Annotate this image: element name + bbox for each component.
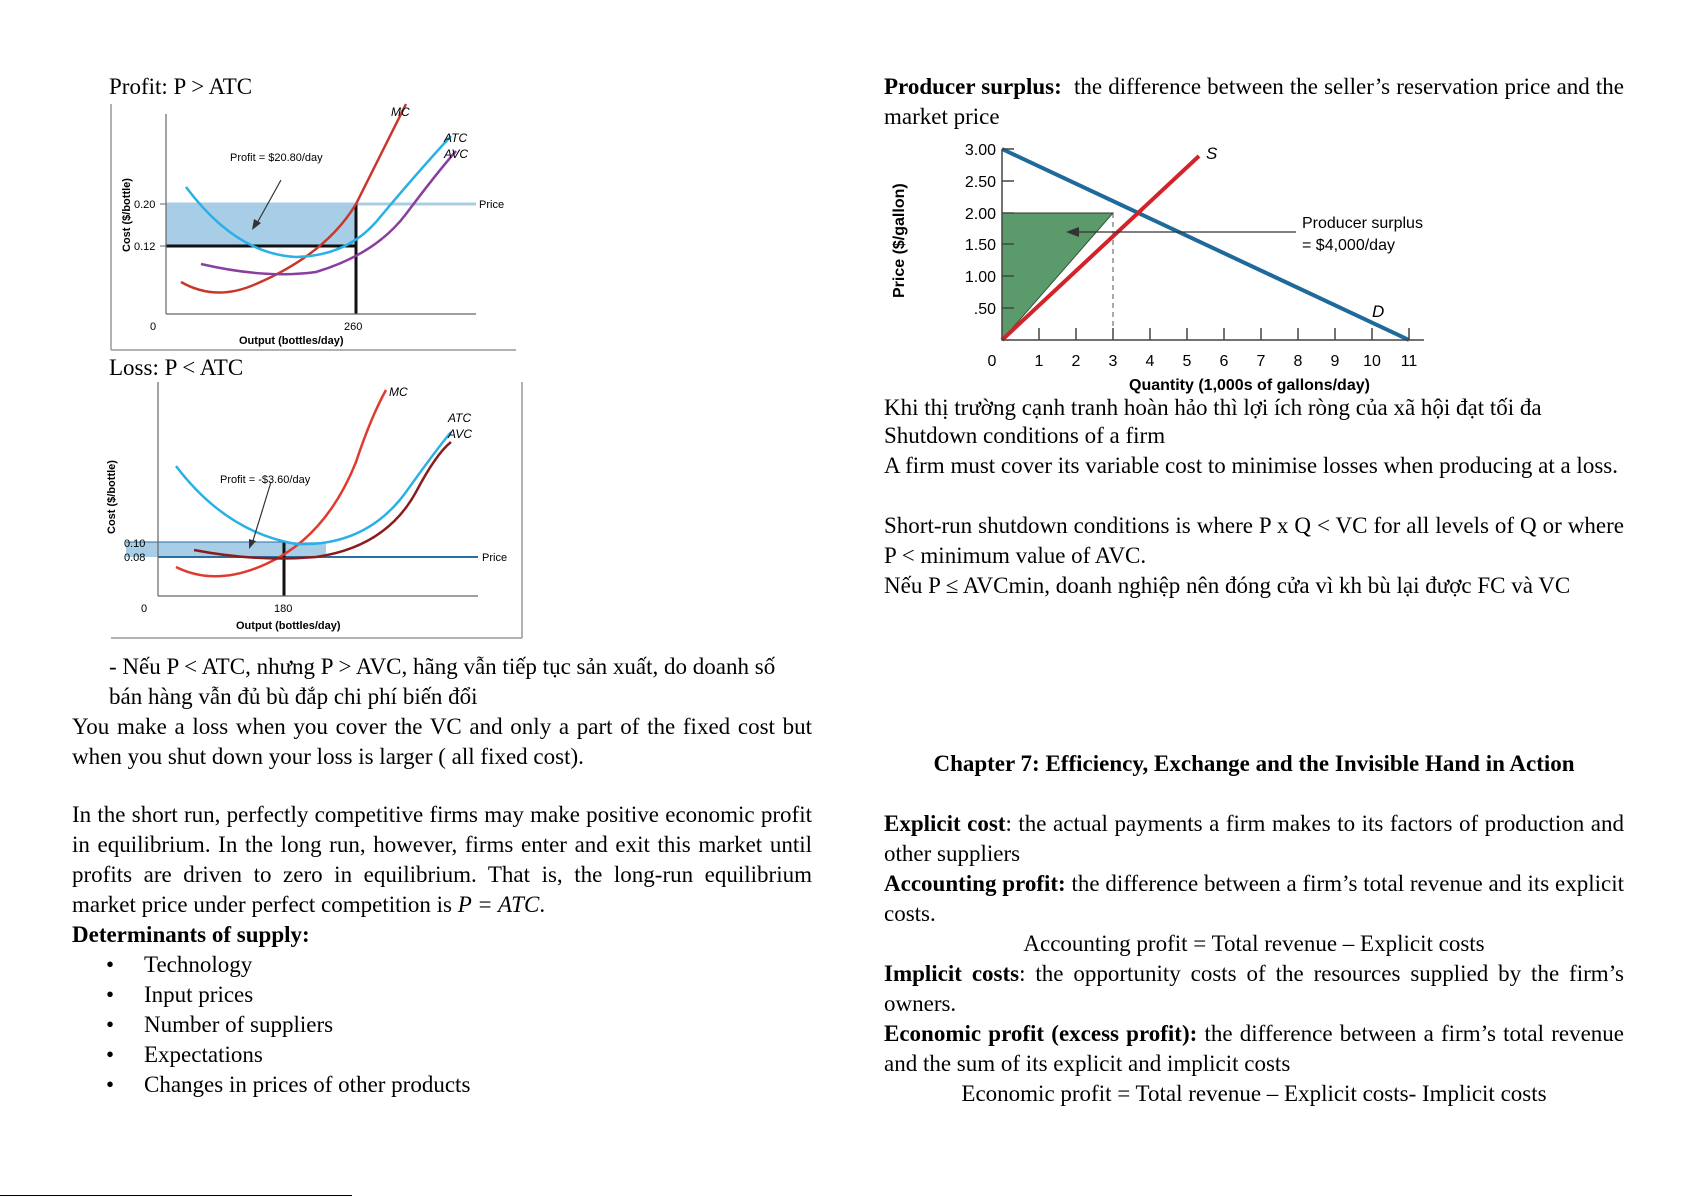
- y-axis-label: Cost ($/bottle): [106, 460, 118, 534]
- xtick-label: 4: [1145, 353, 1155, 370]
- implicit-costs-definition: Implicit costs: the opportunity costs of the resources supplied by the firm’s owners.: [884, 961, 1624, 1016]
- price-label: Price: [482, 552, 508, 564]
- xtick-label: 0: [987, 353, 997, 370]
- loss-label: Loss: P < ATC: [109, 355, 244, 380]
- economic-profit-term: Economic profit (excess profit):: [884, 1021, 1198, 1046]
- ytick-2-label: 0.08: [124, 552, 146, 564]
- y-axis-label: Cost ($/bottle): [121, 178, 133, 252]
- atc-curve: [176, 432, 451, 544]
- implicit-costs-term: Implicit costs: [884, 961, 1020, 986]
- atc-label: ATC: [444, 131, 468, 145]
- producer-surplus-chart: [884, 136, 1423, 394]
- xtick-label: 7: [1256, 353, 1266, 370]
- explicit-cost-definition: Explicit cost: the actual payments a firm makes to its factors of production and other suppliers: [884, 811, 1624, 866]
- profit-annotation: Profit = $20.80/day: [230, 152, 323, 164]
- economic-profit-definition: Economic profit (excess profit): the difference between a firm’s total revenue and the sum of its explicit and implicit costs: [884, 1021, 1624, 1076]
- list-item: • Expectations: [72, 1040, 470, 1070]
- xtick-1-label: 180: [274, 603, 293, 615]
- xtick-label: 8: [1293, 353, 1303, 370]
- xtick-label: 3: [1108, 353, 1118, 370]
- determinants-list: [72, 950, 470, 1100]
- chapter-title: Chapter 7: Efficiency, Exchange and the Invisible Hand in Action: [933, 751, 1575, 776]
- xtick-label: 10: [1363, 353, 1381, 370]
- ytick-label: 1.50: [964, 237, 996, 254]
- shortrun-text: In the short run, perfectly competitive firms may make positive economic profit in equilibrium. In the long run, however, firms enter and exit this market until profits are driven to zero in equilibrium. That is, the long-run equilibrium market price under perfect competition is: [72, 802, 812, 917]
- mc-label: MC: [389, 385, 408, 399]
- ytick-label: 2.00: [964, 206, 996, 223]
- x-axis-label: Quantity (1,000s of gallons/day): [1129, 377, 1370, 394]
- x-tick-marks: [1039, 328, 1409, 340]
- ytick-label: 3.00: [964, 142, 996, 159]
- x-axis-label: Output (bottles/day): [236, 620, 341, 632]
- ytick-label: .50: [973, 301, 996, 318]
- producer-surplus-term: Producer surplus:: [884, 74, 1062, 99]
- shortrun-paragraph: [72, 800, 812, 920]
- ytick-1-label: 0.10: [124, 538, 146, 550]
- accounting-profit-definition: Accounting profit: the difference between a firm’s total revenue and its explicit costs.: [884, 871, 1624, 926]
- explicit-cost-term: Explicit cost: [884, 811, 1006, 836]
- price-label: Price: [479, 199, 505, 211]
- xtick-label: 5: [1182, 353, 1192, 370]
- loss-chart: [106, 382, 526, 642]
- avc-label: AVC: [444, 147, 469, 161]
- y-axis-label: Price ($/gallon): [891, 183, 908, 298]
- ytick-label: 1.00: [964, 269, 996, 286]
- profit-chart: [106, 104, 516, 354]
- xtick-0-label: 0: [150, 321, 157, 333]
- xtick-label: 9: [1330, 353, 1340, 370]
- note-vi-2: bán hàng vẫn đủ bù đắp chi phí biến đổi: [109, 684, 478, 709]
- shutdown-paragraph-2: Short-run shutdown conditions is where P x Q < VC for all levels of Q or where P < minimum value of AVC.: [884, 513, 1624, 568]
- economic-profit-equation: Economic profit = Total revenue – Explicit costs- Implicit costs: [961, 1081, 1547, 1106]
- mc-curve: [181, 104, 406, 293]
- profit-annotation: Profit = -$3.60/day: [220, 474, 311, 486]
- ytick-2-label: 0.12: [134, 241, 156, 253]
- xtick-label: 6: [1219, 353, 1229, 370]
- xtick-label: 11: [1400, 353, 1418, 370]
- atc-label: ATC: [448, 411, 472, 425]
- supply-label: S: [1206, 144, 1218, 163]
- shutdown-vi: Nếu P ≤ AVCmin, doanh nghiệp nên đóng cửa vì kh bù lại được FC và VC: [884, 573, 1571, 598]
- accounting-profit-term: Accounting profit:: [884, 871, 1066, 896]
- accounting-profit-equation: Accounting profit = Total revenue – Explicit costs: [1023, 931, 1485, 956]
- xtick-0-label: 0: [141, 603, 148, 615]
- avc-curve: [194, 442, 451, 558]
- ytick-1-label: 0.20: [134, 199, 156, 211]
- vi-welfare-line: Khi thị trường cạnh tranh hoàn hảo thì lợi ích ròng của xã hội đạt tối đa: [884, 395, 1542, 420]
- demand-label: D: [1372, 302, 1385, 321]
- list-item: • Input prices: [72, 980, 470, 1010]
- producer-surplus-definition: Producer surplus: the difference between the seller’s reservation price and the market price: [884, 74, 1625, 129]
- list-item: • Changes in prices of other products: [72, 1070, 470, 1100]
- xtick-1-label: 260: [344, 321, 363, 333]
- determinants-title: Determinants of supply:: [72, 922, 310, 947]
- producer-surplus-value: = $4,000/day: [1302, 237, 1395, 254]
- list-item: • Number of suppliers: [72, 1010, 470, 1040]
- ytick-label: 2.50: [964, 174, 996, 191]
- xtick-label: 1: [1034, 353, 1044, 370]
- shutdown-paragraph-1: A firm must cover its variable cost to minimise losses when producing at a loss.: [884, 453, 1618, 478]
- note-vi-1: - Nếu P < ATC, nhưng P > AVC, hãng vẫn tiếp tục sản xuất, do doanh số: [109, 654, 776, 679]
- shortrun-period: .: [539, 892, 546, 917]
- xtick-label: 2: [1071, 353, 1081, 370]
- avc-label: AVC: [448, 427, 473, 441]
- x-axis-label: Output (bottles/day): [239, 335, 344, 347]
- shutdown-title: Shutdown conditions of a firm: [884, 423, 1166, 448]
- producer-surplus-label: Producer surplus: [1302, 215, 1423, 232]
- list-item: • Technology: [72, 950, 470, 980]
- profit-label: Profit: P > ATC: [109, 74, 253, 99]
- mc-label: MC: [391, 105, 410, 119]
- loss-paragraph: You make a loss when you cover the VC and only a part of the fixed cost but when you shut down your loss is larger ( all fixed cost).: [72, 714, 812, 769]
- shortrun-equation: P = ATC: [457, 892, 540, 917]
